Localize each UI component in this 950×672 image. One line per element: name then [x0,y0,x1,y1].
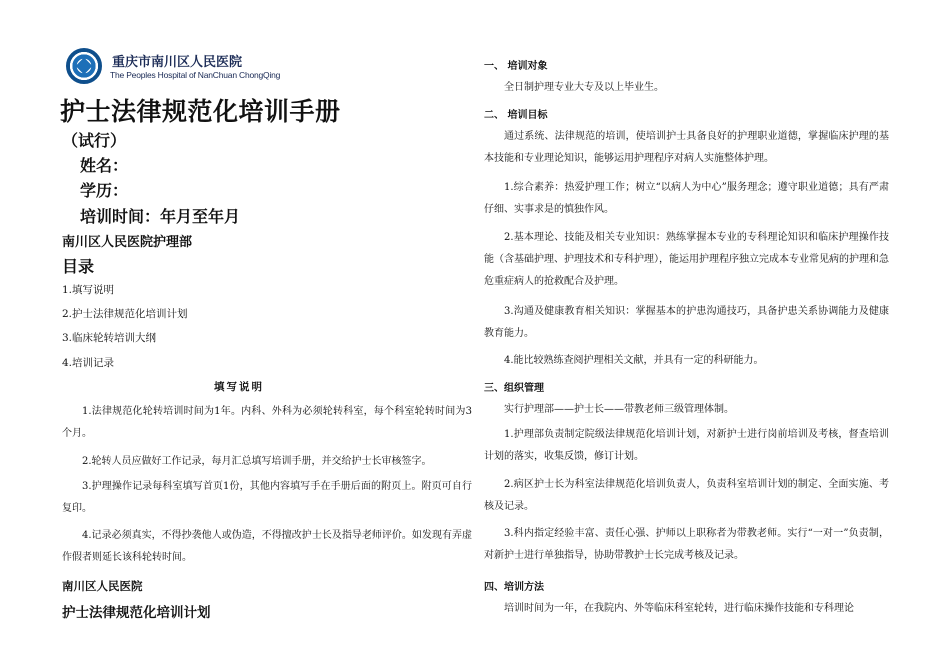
instruction-paragraph: 1.法律规范化轮转培训时间为1年。内科、外科为必须轮转科室，每个科室轮转时间为3个月。 [62,406,472,439]
trial-label: （试行） [62,131,127,150]
instruction-paragraph: 4.记录必须真实，不得抄袭他人或伪造，不得擅改护士长及指导老师评价。如发现有弄虚作假者则延长该科轮转时间。 [62,530,472,563]
hospital-header [66,48,366,84]
toc-item: 2.护士法律规范化培训计划 [62,308,188,320]
plan-paragraph: 全日制护理专业大专及以上毕业生。 [504,82,664,93]
education-field-label: 学历： [80,181,129,200]
plan-paragraph: 3.科内指定经验丰富、责任心强、护师以上职称者为带教老师。实行“一对一”负责制，对新护士进行单独指导，协助带教护士长完成考核及记录。 [484,528,889,561]
section-heading: 二、 培训目标 [484,110,548,121]
training-plan-title: 护士法律规范化培训计划 [62,605,211,621]
instruction-paragraph: 2.轮转人员应做好工作记录，每月汇总填写培训手册，并交给护士长审核签字。 [82,456,432,467]
footer-hospital-name: 南川区人民医院 [62,579,143,593]
plan-paragraph: 4.能比较熟练查阅护理相关文献，并具有一定的科研能力。 [504,355,764,366]
instructions-title: 填写说明 [214,381,264,393]
plan-paragraph: 培训时间为一年，在我院内、外等临床科室轮转，进行临床操作技能和专科理论 [504,603,854,614]
plan-paragraph: 2.基本理论、技能及相关专业知识：熟练掌握本专业的专科理论知识和临床护理操作技能（含基础护理、护理技术和专科护理），能运用护理程序独立完成本专业常见病的护理和急危重症病人的抢救配合及护理。 [484,232,889,287]
section-heading: 三、组织管理 [484,383,544,394]
instruction-paragraph: 3.护理操作记录每科室填写首页1份，其他内容填写手在手册后面的附页上。附页可自行复印。 [62,481,472,514]
hospital-name-cn: 重庆市南川区人民医院 [112,55,243,70]
plan-paragraph: 通过系统、法律规范的培训，使培训护士具备良好的护理职业道德，掌握临床护理的基本技能和专业理论知识，能够运用护理程序对病人实施整体护理。 [484,131,889,164]
name-field-label: 姓名： [80,156,129,175]
section-heading: 四、培训方法 [484,582,544,593]
toc-title: 目录 [62,257,95,276]
section-heading: 一、 培训对象 [484,61,548,72]
training-period-label: 培训时间：年月至年月 [80,207,241,226]
hospital-logo-icon [66,48,102,84]
department-name: 南川区人民医院护理部 [62,235,193,250]
plan-paragraph: 3.沟通及健康教育相关知识：掌握基本的护患沟通技巧，具备护患关系协调能力及健康教育能力。 [484,306,889,339]
toc-item: 3.临床轮转培训大纲 [62,332,157,344]
toc-item: 4.培训记录 [62,357,115,369]
hospital-name-en: The Peoples Hospital of NanChuan ChongQing [110,70,281,80]
plan-paragraph: 1.综合素养：热爱护理工作；树立“以病人为中心”服务理念；遵守职业道德；具有严肃仔细、实事求是的慎独作风。 [484,182,889,215]
plan-paragraph: 实行护理部——护士长——带教老师三级管理体制。 [504,404,734,415]
plan-paragraph: 1.护理部负责制定院级法律规范化培训计划，对新护士进行岗前培训及考核，督查培训计划的落实，收集反馈，修订计划。 [484,429,889,462]
plan-paragraph: 2.病区护士长为科室法律规范化培训负责人，负责科室培训计划的制定、全面实施、考核及记录。 [484,479,889,512]
manual-title: 护士法律规范化培训手册 [60,97,341,126]
toc-item: 1.填写说明 [62,284,115,296]
